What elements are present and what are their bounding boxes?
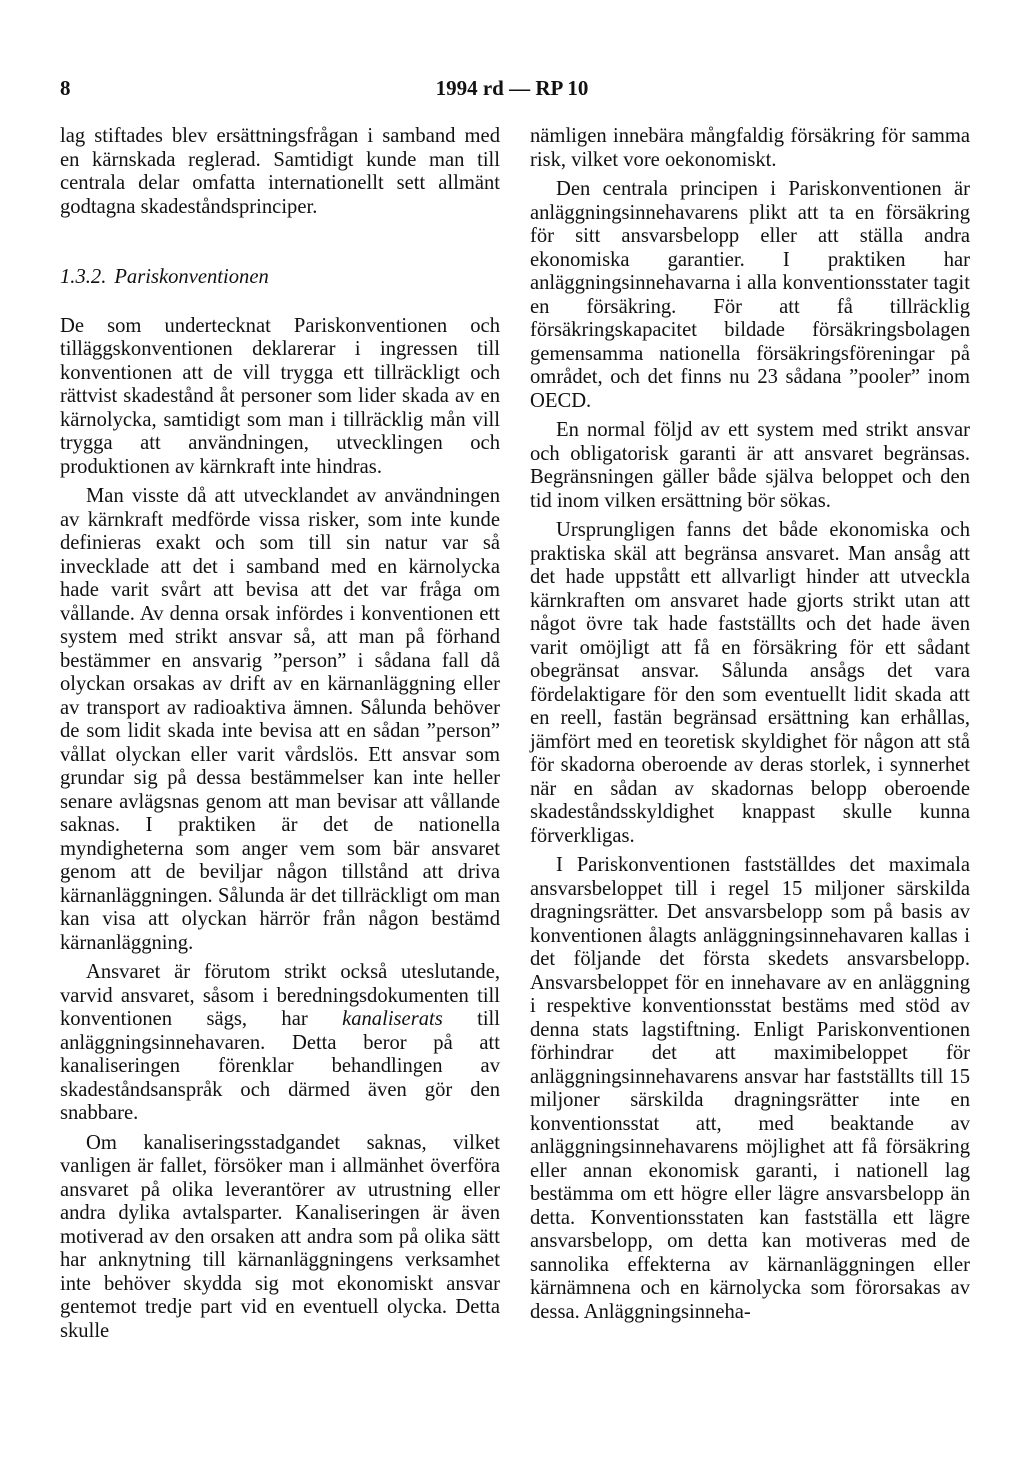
section-number: 1.3.2.: [60, 266, 107, 288]
paragraph-text: till anläggningsinnehavaren. Detta beror på att kanaliseringen förenklar behandlingen av skadeståndsanspråk och därmed även gör den snabbare.: [60, 1008, 500, 1124]
paragraph: Om kanaliseringsstadgandet saknas, vilket vanligen är fallet, försöker man i allmänhet överföra ansvaret på olika leverantörer av utrustning eller andra dylika avtalsparter. Kanaliseringen är även motiverad av den orsaken att andra som på olika sätt har anknytning till kärnanläggningens verksamhet inte behöver skydda sig mot ekonomiskt ansvar gentemot tredje part vid en eventuell olycka. Detta skulle: [60, 1131, 500, 1342]
paragraph: [60, 961, 500, 1126]
paragraph: En normal följd av ett system med strikt ansvar och obligatorisk garanti är att ansvaret begränsas. Begränsningen gäller både själva beloppet och den tid inom vilken ersättning bör sökas.: [530, 419, 970, 512]
section-title: Pariskonventionen: [114, 266, 269, 288]
paragraph: lag stiftades blev ersättningsfrågan i samband med en kärnskada reglerad. Samtidigt kunde man till centrala delar omfatta internationellt sett allmänt godtagna skadeståndsprinciper.: [60, 125, 500, 218]
emphasized-term: kanaliserats: [342, 1008, 443, 1030]
paragraph: Ursprungligen fanns det både ekonomiska och praktiska skäl att begränsa ansvaret. Man ansåg att det hade uppstått ett allvarligt hinder att utveckla kärnkraften om ansvaret hade gjorts strikt utan att något övre tak hade fastställts och det hade även varit omöjligt att få en försäkring för ett sådant obegränsat ansvar. Sålunda ansågs det vara fördelaktigare för den som eventuellt lidit skada att en reell, fastän begränsad ersättning kan erhållas, jämfört med en teoretisk skyldighet för någon att stå för skadorna oberoende av deras storlek, i synnerhet när en sådan av skadornas belopp oberoende skadeståndsskyldighet knappast skulle kunna förverkligas.: [530, 519, 970, 847]
section-heading: [60, 266, 500, 290]
right-column: [530, 125, 970, 1330]
paragraph: Man visste då att utvecklandet av användningen av kärnkraft medförde vissa risker, som inte kunde definieras exakt och som till sin natur var så invecklade att det i samband med en kärnolycka hade varit svårt att bevisa att det var fråga om vållande. Av denna orsak infördes i konventionen ett system med strikt ansvar så, att man på förhand bestämmer en ansvarig ”person” i sådana fall då olyckan orsakas av drift av en kärnanläggning eller av transport av radioaktiva ämnen. Sålunda behöver de som lidit skada inte bevisa att en sådan ”person” vållat olyckan eller varit vårdslös. Ett ansvar som grundar sig på dessa bestämmelser kan inte heller senare avlägsnas genom att man bevisar att vållande saknas. I praktiken är det de nationella myndigheterna som anger vem som bär ansvaret genom att de beviljar någon tillstånd att driva kärnanläggningen. Sålunda är det tillräckligt om man kan visa att olyckan härrör från någon bestämd kärnanläggning.: [60, 485, 500, 954]
left-column: [60, 125, 500, 1349]
paragraph-text: Ansvaret är förutom strikt också uteslutande, varvid ansvaret, såsom i beredningsdokumenten till konventionen sägs, har: [60, 961, 500, 1030]
paragraph: Den centrala principen i Pariskonventionen är anläggningsinnehavarens plikt att ta en försäkring för sitt ansvarsbelopp eller att ställa andra ekonomiska garantier. I praktiken har anläggningsinnehavarna i alla konventionsstater tagit en försäkring. För att få tillräcklig försäkringskapacitet bildade försäkringsbolagen gemensamma nationella försäkringsföreningar på området, och det finns nu 23 sådana ”pooler” inom OECD.: [530, 178, 970, 412]
paragraph: De som undertecknat Pariskonventionen och tilläggskonventionen deklarerar i ingressen till konventionen att de vill trygga ett tillräckligt och rättvist skadestånd åt personer som lider skada av en kärnolycka, samtidigt som man i tillräcklig mån vill trygga att användningen, utvecklingen och produktionen av kärnkraft inte hindras.: [60, 314, 500, 478]
paragraph: nämligen innebära mångfaldig försäkring för samma risk, vilket vore oekonomiskt.: [530, 125, 970, 171]
running-header: 1994 rd — RP 10: [435, 76, 589, 100]
page-number: 8: [60, 76, 71, 100]
paragraph: I Pariskonventionen fastställdes det maximala ansvarsbeloppet till i regel 15 miljoner särskilda dragningsrätter. Det ansvarsbelopp som på basis av konventionen ålagts anläggningsinnehavaren kallas i det följande det första skedets ansvarsbelopp. Ansvarsbeloppet för en innehavare av en anläggning i respektive konventionsstat bestäms med stöd av denna stats lagstiftning. Enligt Pariskonventionen förhindrar det att maximibeloppet för anläggningsinnehavarens ansvar har fastställts till 15 miljoner särskilda dragningsrätter inte en konventionsstat att, med beaktande av anläggningsinnehavarens möjlighet att få försäkring eller annan ekonomisk garanti, i nationell lag bestämma om ett högre eller lägre ansvarsbelopp än detta. Konventionsstaten kan fastställa ett lägre ansvarsbelopp, om detta kan motiveras med de sannolika effekterna av kärnanläggningen eller kärnämnena och en kärnolycka som förorsakas av dessa. Anläggningsinneha-: [530, 854, 970, 1323]
